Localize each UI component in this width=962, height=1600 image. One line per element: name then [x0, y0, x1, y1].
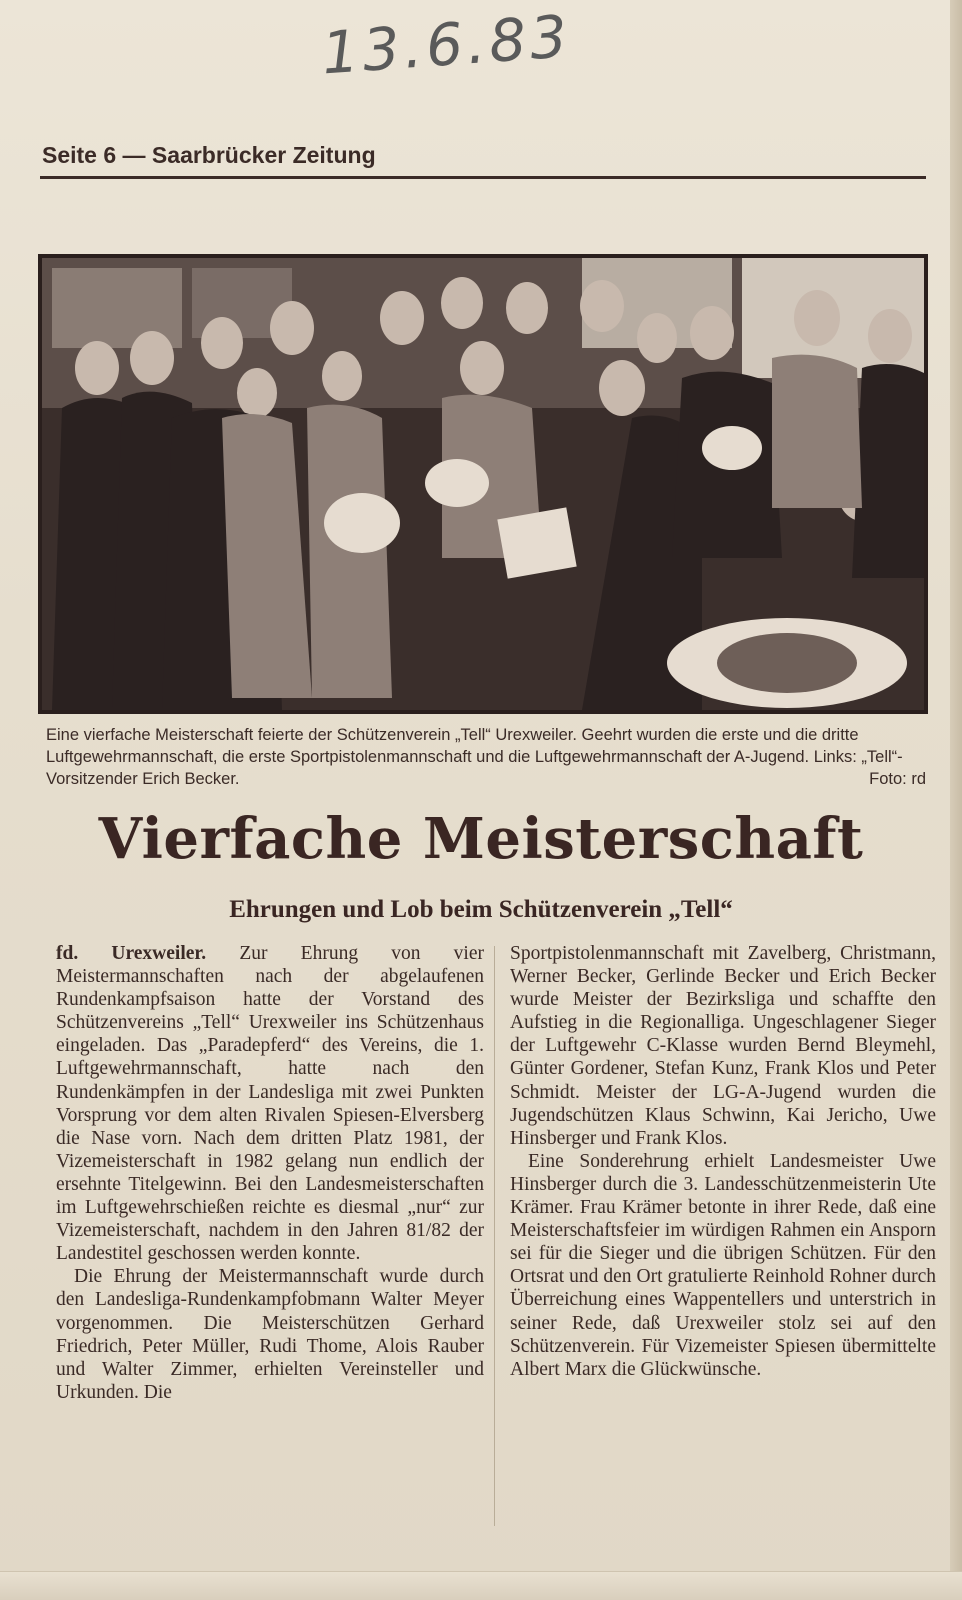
- photo-credit: Foto: rd: [869, 770, 926, 788]
- article-paragraph: Die Ehrung der Meistermannschaft wurde durch den Landesliga-Rundenkampfobmann Walter Meyer vorgenommen. Die Meisterschützen Gerhard Friedrich, Peter Müller, Rudi Thome, Alois Rauber und Walter Zimmer, erhielten Vereinsteller und Urkunden. Die: [56, 1266, 484, 1403]
- article-paragraph: [56, 942, 484, 1265]
- handwritten-date: 13.6.83: [319, 2, 574, 88]
- article-paragraph: Eine Sonderehrung erhielt Landesmeister Uwe Hinsberger durch die 3. Landesschützenmeisterin Ute Krämer. Frau Krämer betonte in ihrer Rede, daß eine Meisterschaftsfeier im würdigen Rahmen ein Ansporn sei für die Sieger und die übrigen Schützen. Für den Ortsrat und den Ort gratulierte Reinhold Rohner durch Überreichung eines Wappentellers und unterstrich in seiner Rede, daß Urexweiler stolz sei auf den Schützenverein. Für Vizemeister Spiesen übermittelte Albert Marx die Glückwünsche.: [510, 1150, 936, 1380]
- article-paragraph: Sportpistolenmannschaft mit Zavelberg, Christmann, Werner Becker, Gerlinde Becker und Erich Becker wurde Meister der Bezirksliga und schaffte den Aufstieg in die Regionalliga. Ungeschlagener Sieger der Luftgewehr C-Klasse wurden Bernd Bleymehl, Günter Gordener, Stefan Kunz, Frank Klos und Peter Schmidt. Meister der LG-A-Jugend wurden die Jugendschützen Klaus Schwinn, Kai Jericho, Uwe Hinsberger und Frank Klos.: [510, 943, 936, 1149]
- column-divider: [494, 946, 495, 1526]
- page-masthead: Seite 6 — Saarbrücker Zeitung: [42, 142, 376, 168]
- article-text: Zur Ehrung von vier Meistermannschaften nach der abgelaufenen Rundenkampfsaison hatte der Vorstand des Schützenvereins „Tell“ Urexweiler ins Schützenhaus eingeladen. Das „Paradepferd“ des Vereins, die 1. Luftgewehrmannschaft, hatte nach den Rundenkämpfen in der Landesliga mit zwei Punkten Vorsprung vor dem alten Rivalen Spiesen-Elversberg die Nase vorn. Nach dem dritten Platz 1981, der Vizemeisterschaft in 1982 gelang nun endlich der ersehnte Titelgewinn. Bei den Landesmeisterschaften im Luftgewehrschießen reichte es diesmal „nur“ zur Vizemeisterschaft, nachdem in den Jahren 81/82 der Landestitel geschossen werden konnte.: [56, 943, 484, 1265]
- dateline: fd. Urexweiler.: [56, 943, 207, 964]
- article-subheadline: Ehrungen und Lob beim Schützenverein „Tell“: [229, 896, 733, 923]
- photo-caption: [46, 724, 926, 790]
- article-column-left: [56, 942, 484, 1404]
- photo-caption-text: Eine vierfache Meisterschaft feierte der Schützenverein „Tell“ Urexweiler. Geehrt wurden die erste und die dritte Luftgewehrmannschaft, die erste Sportpistolenmannschaft und die Luftgewehrmannschaft der A-Jugend. Links: „Tell“-Vorsitzender Erich Becker.: [46, 726, 903, 788]
- backing-strip: [0, 1571, 962, 1600]
- group-photo: [38, 254, 928, 714]
- clipping-edge: [950, 0, 962, 1600]
- group-photo-illustration: [42, 258, 924, 710]
- article-column-right: [510, 942, 936, 1381]
- masthead-rule: [40, 176, 926, 179]
- article-headline: Vierfache Meisterschaft: [98, 806, 864, 872]
